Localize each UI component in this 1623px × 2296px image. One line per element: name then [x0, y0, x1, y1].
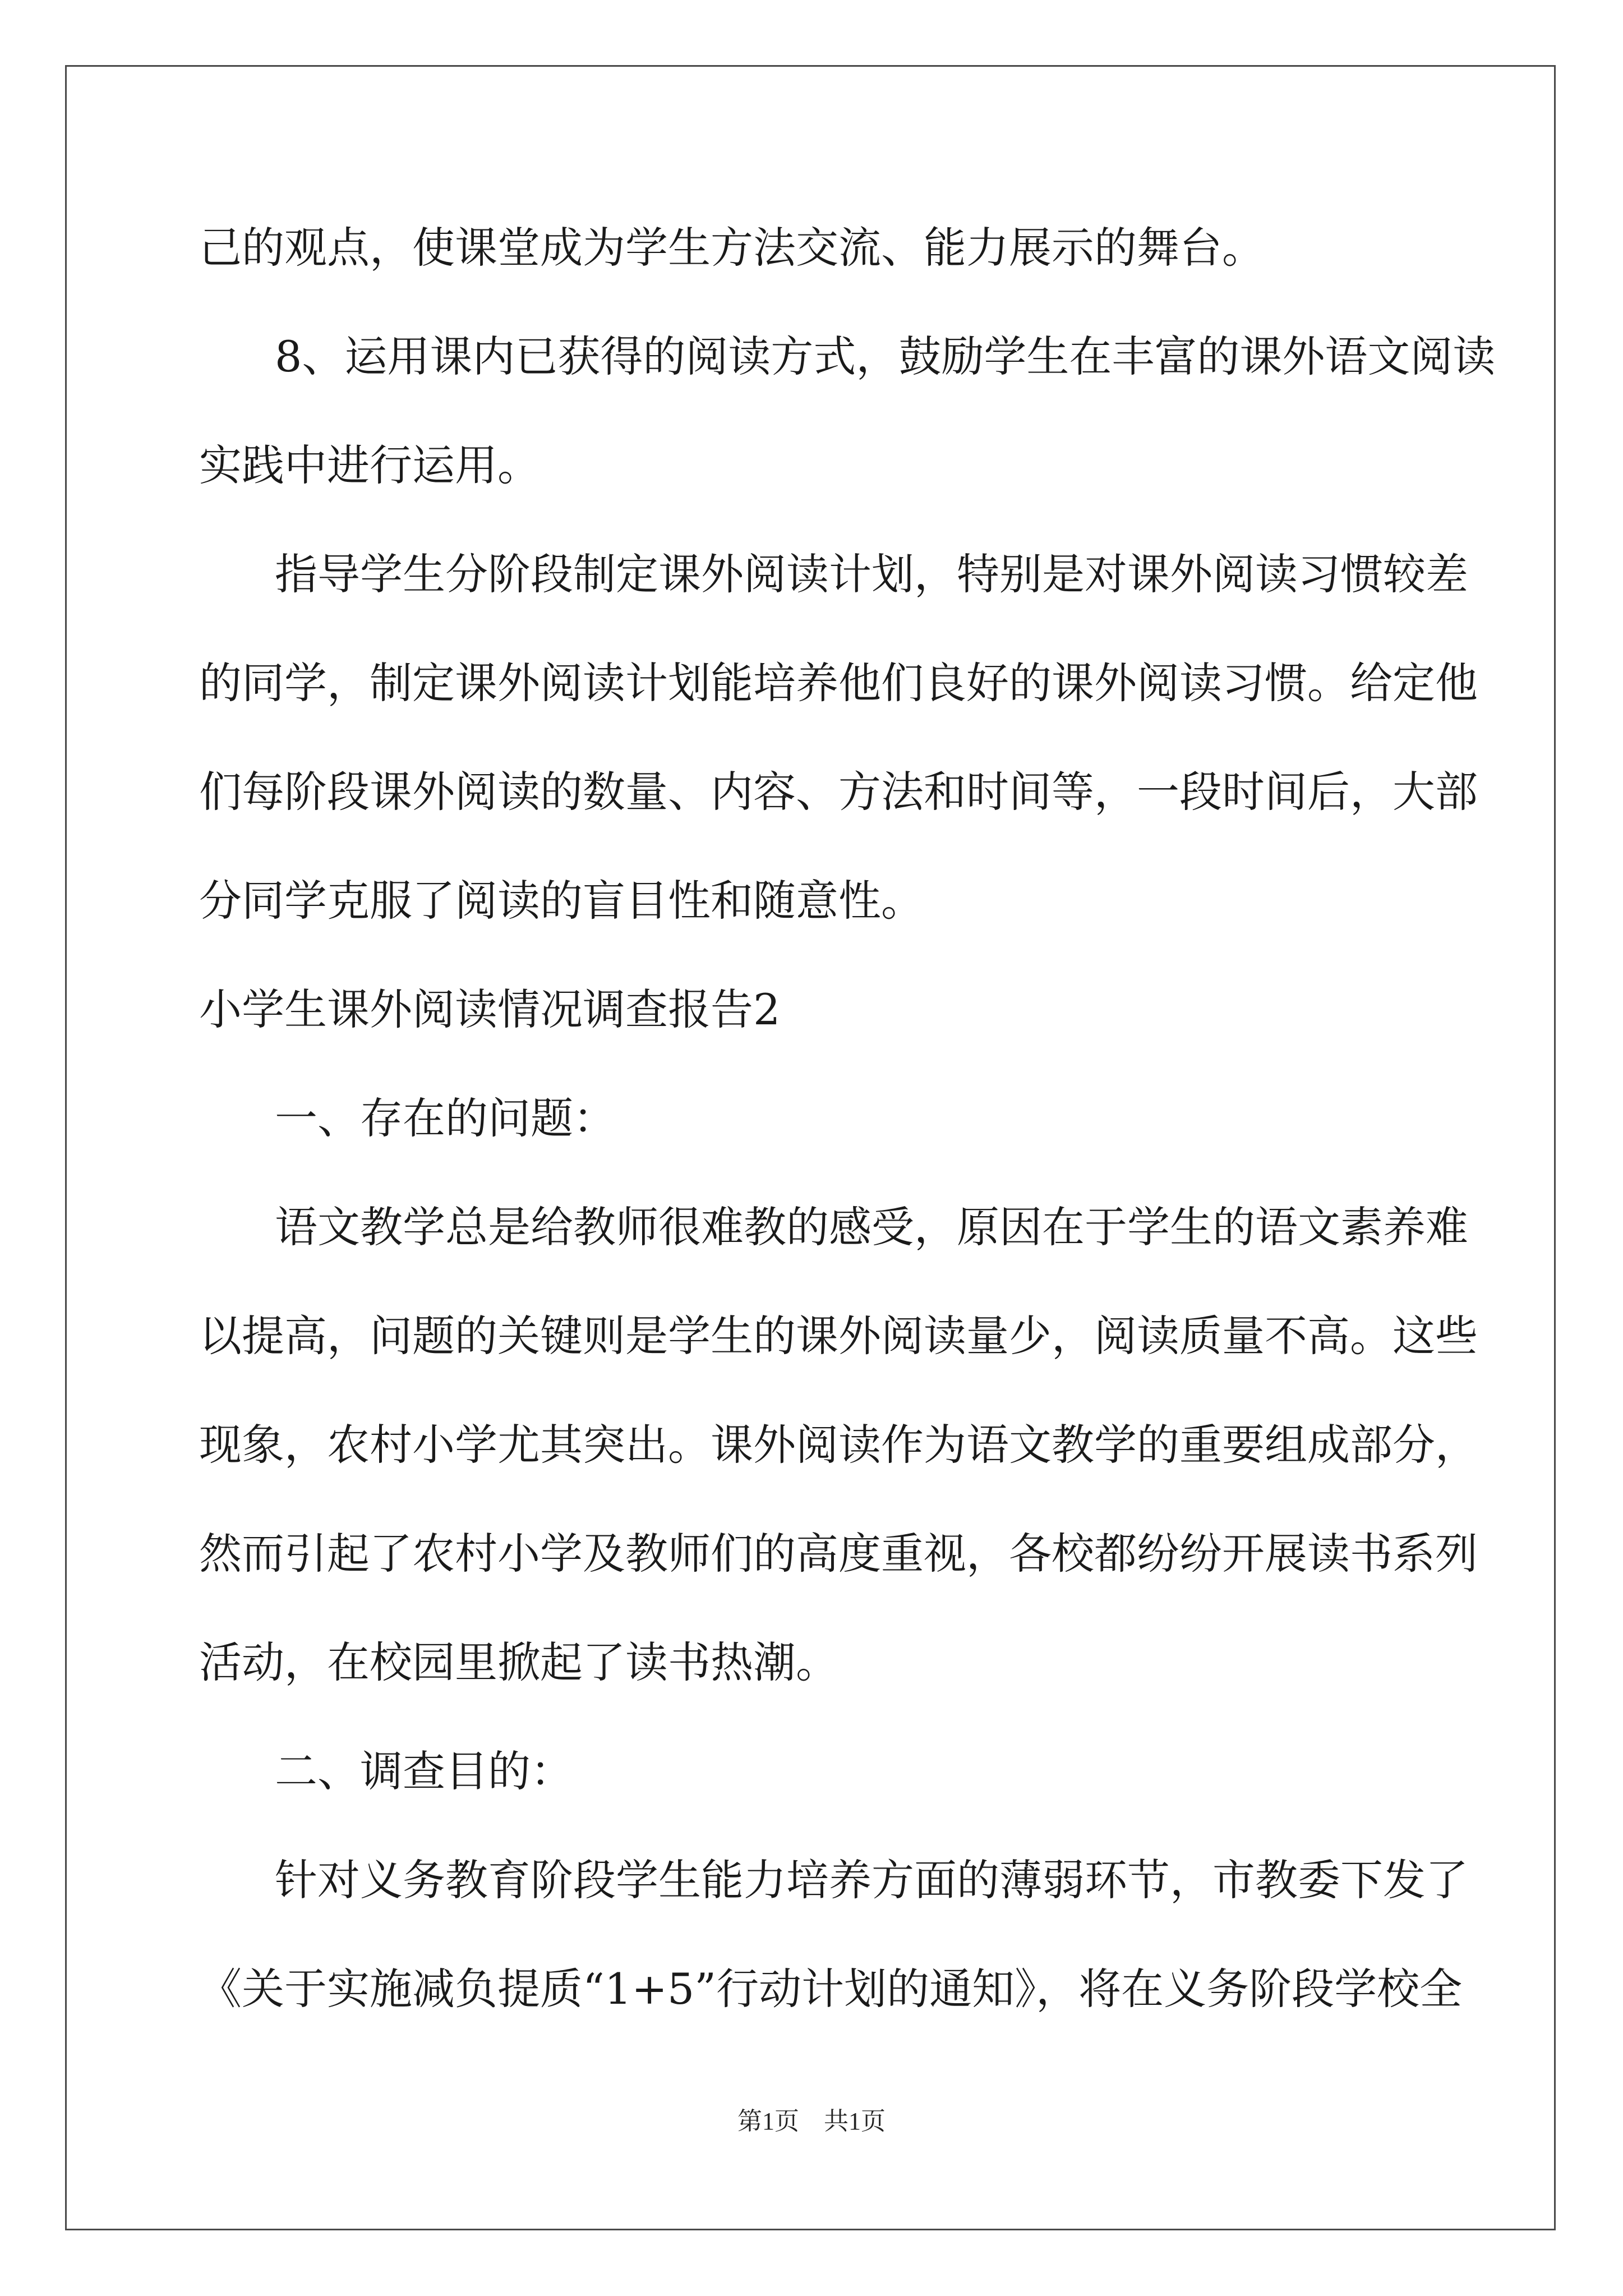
section-heading: 一、存在的问题：: [275, 1093, 616, 1143]
paragraph-line: 分同学克服了阅读的盲目性和随意性。: [199, 876, 924, 926]
paragraph-line: 然而引起了农村小学及教师们的高度重视，各校都纷纷开展读书系列: [199, 1529, 1478, 1579]
paragraph-line: 活动，在校园里掀起了读书热潮。: [199, 1637, 838, 1687]
paragraph-line: 己的观点，使课堂成为学生方法交流、能力展示的舞台。: [199, 223, 1265, 273]
paragraph-line: 《关于实施减负提质“1+5”行动计划的通知》，将在义务阶段学校全: [199, 1964, 1463, 2014]
paragraph-line: 实践中进行运用。: [199, 440, 540, 490]
paragraph-line: 的同学，制定课外阅读计划能培养他们良好的课外阅读习惯。给定他: [199, 658, 1478, 708]
page-number-footer: 第1页 共1页: [737, 2108, 886, 2135]
paragraph-line: 针对义务教育阶段学生能力培养方面的薄弱环节，市教委下发了: [275, 1855, 1468, 1905]
paragraph-line: 指导学生分阶段制定课外阅读计划，特别是对课外阅读习惯较差: [275, 549, 1468, 599]
paragraph-line: 们每阶段课外阅读的数量、内容、方法和时间等，一段时间后，大部: [199, 767, 1478, 817]
paragraph-line: 语文教学总是给教师很难教的感受，原因在于学生的语文素养难: [275, 1202, 1468, 1252]
section-heading: 二、调查目的：: [275, 1746, 573, 1796]
paragraph-line: 以提高，问题的关键则是学生的课外阅读量少，阅读质量不高。这些: [199, 1311, 1478, 1361]
paragraph-line: 现象，农村小学尤其突出。课外阅读作为语文教学的重要组成部分，: [199, 1420, 1478, 1470]
paragraph-line: 8、运用课内已获得的阅读方式，鼓励学生在丰富的课外语文阅读: [275, 332, 1496, 381]
section-title: 小学生课外阅读情况调查报告2: [199, 984, 781, 1034]
